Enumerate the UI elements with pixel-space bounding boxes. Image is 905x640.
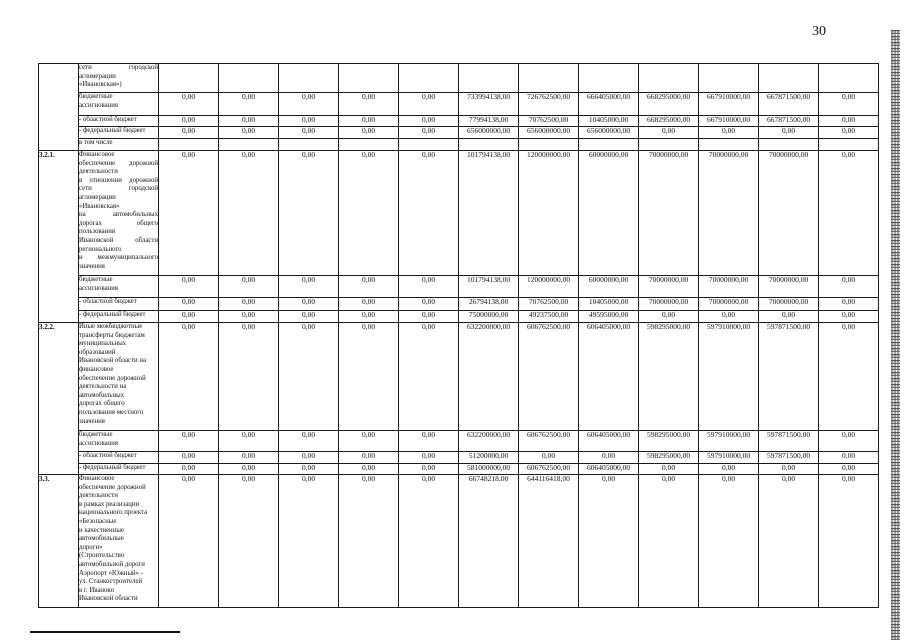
- description-cell: Финансовое обеспечение дорожной деятельности в рамках реализации национального проекта «Безопасные и качественные автомобильные дороги» (Строительство автомобильной дороги Аэропорт «Южный» - ул. Станкостроителей в г. Иваново Ивановской области: [79, 475, 159, 608]
- value-cell: [339, 139, 399, 151]
- value-cell: 49595000,00: [579, 311, 639, 323]
- value-cell: 0,00: [279, 93, 339, 116]
- value-cell: 0,00: [159, 93, 219, 116]
- description-cell: - областной бюджет: [79, 452, 159, 464]
- value-cell: 70000000,00: [759, 298, 819, 311]
- value-cell: 632200000,00: [459, 431, 519, 452]
- value-cell: 0,00: [639, 464, 699, 475]
- value-cell: 0,00: [819, 464, 879, 475]
- value-cell: 0,00: [579, 475, 639, 608]
- value-cell: 0,00: [159, 276, 219, 298]
- value-cell: 0,00: [279, 127, 339, 139]
- description-cell: - областной бюджет: [79, 298, 159, 311]
- value-cell: [459, 64, 519, 93]
- scan-edge-artifact: [891, 30, 900, 640]
- item-number-cell: 3.3.: [39, 475, 79, 608]
- value-cell: 0,00: [279, 323, 339, 431]
- value-cell: 0,00: [399, 431, 459, 452]
- value-cell: [279, 64, 339, 93]
- value-cell: 656000000,00: [519, 127, 579, 139]
- value-cell: 606405000,00: [579, 323, 639, 431]
- value-cell: 0,00: [159, 311, 219, 323]
- value-cell: 75000000,00: [459, 311, 519, 323]
- value-cell: 0,00: [639, 127, 699, 139]
- value-cell: 0,00: [819, 311, 879, 323]
- value-cell: 0,00: [399, 311, 459, 323]
- value-cell: [519, 64, 579, 93]
- value-cell: 0,00: [819, 323, 879, 431]
- value-cell: 70000000,00: [759, 151, 819, 276]
- value-cell: 0,00: [279, 452, 339, 464]
- value-cell: 66748218,00: [459, 475, 519, 608]
- footnote-separator: [30, 631, 180, 633]
- value-cell: 0,00: [159, 464, 219, 475]
- value-cell: 70000000,00: [759, 276, 819, 298]
- page-number: 30: [812, 24, 826, 39]
- value-cell: 0,00: [279, 431, 339, 452]
- value-cell: 733994138,00: [459, 93, 519, 116]
- description-cell: Финансовое обеспечение дорожной деятельности в отношении дорожной сети городской агломерации «Ивановская» на автомобильных дорогах общего пользования Ивановской области регионального и межмуниципального значения: [79, 151, 159, 276]
- table-row: [39, 311, 879, 323]
- value-cell: 0,00: [159, 116, 219, 127]
- table-row: [39, 464, 879, 475]
- value-cell: 0,00: [219, 276, 279, 298]
- table-row: [39, 298, 879, 311]
- value-cell: 0,00: [339, 127, 399, 139]
- value-cell: 597871500,00: [759, 431, 819, 452]
- value-cell: [459, 139, 519, 151]
- value-cell: 0,00: [339, 323, 399, 431]
- table-row: [39, 139, 879, 151]
- value-cell: [699, 64, 759, 93]
- value-cell: 0,00: [219, 311, 279, 323]
- value-cell: 10405000,00: [579, 116, 639, 127]
- value-cell: 70000000,00: [699, 298, 759, 311]
- value-cell: 0,00: [339, 116, 399, 127]
- value-cell: 0,00: [819, 276, 879, 298]
- value-cell: 668295000,00: [639, 116, 699, 127]
- value-cell: 70000000,00: [699, 276, 759, 298]
- value-cell: 0,00: [339, 464, 399, 475]
- value-cell: 0,00: [219, 323, 279, 431]
- value-cell: 0,00: [399, 116, 459, 127]
- value-cell: 666405000,00: [579, 93, 639, 116]
- value-cell: 598295000,00: [639, 431, 699, 452]
- value-cell: [219, 139, 279, 151]
- value-cell: 70000000,00: [699, 151, 759, 276]
- value-cell: 0,00: [819, 431, 879, 452]
- budget-table-body: [39, 64, 879, 608]
- value-cell: 606762500,00: [519, 323, 579, 431]
- value-cell: 0,00: [159, 127, 219, 139]
- value-cell: 0,00: [819, 151, 879, 276]
- value-cell: 667910000,00: [699, 93, 759, 116]
- description-cell: Иные межбюджетные трансферты бюджетам муниципальных образований Ивановской области на финансовое обеспечение дорожной деятельности на автомобильных дорогах общего пользования местного значения: [79, 323, 159, 431]
- value-cell: 0,00: [339, 311, 399, 323]
- table-row: [39, 323, 879, 431]
- value-cell: 60000000,00: [579, 151, 639, 276]
- description-cell: - федеральный бюджет: [79, 127, 159, 139]
- value-cell: [399, 139, 459, 151]
- value-cell: 606405000,00: [579, 464, 639, 475]
- budget-table: [38, 63, 879, 608]
- value-cell: 70762500,00: [519, 116, 579, 127]
- value-cell: 0,00: [759, 475, 819, 608]
- value-cell: 0,00: [399, 298, 459, 311]
- value-cell: 0,00: [399, 475, 459, 608]
- value-cell: 0,00: [759, 127, 819, 139]
- value-cell: 0,00: [339, 431, 399, 452]
- value-cell: 667871500,00: [759, 116, 819, 127]
- value-cell: 0,00: [219, 475, 279, 608]
- item-number-cell: 3.2.2.: [39, 323, 79, 475]
- description-cell: бюджетные ассигнования: [79, 431, 159, 452]
- value-cell: [819, 139, 879, 151]
- value-cell: 0,00: [639, 475, 699, 608]
- value-cell: 0,00: [159, 431, 219, 452]
- item-number-cell: [39, 64, 79, 151]
- value-cell: 0,00: [219, 298, 279, 311]
- table-row: [39, 452, 879, 464]
- value-cell: 0,00: [159, 475, 219, 608]
- value-cell: [639, 139, 699, 151]
- value-cell: 0,00: [219, 464, 279, 475]
- value-cell: 0,00: [279, 276, 339, 298]
- value-cell: 656000000,00: [459, 127, 519, 139]
- value-cell: 0,00: [819, 127, 879, 139]
- value-cell: 0,00: [819, 116, 879, 127]
- value-cell: 0,00: [399, 464, 459, 475]
- value-cell: 581000000,00: [459, 464, 519, 475]
- value-cell: 597910000,00: [699, 431, 759, 452]
- value-cell: 0,00: [699, 464, 759, 475]
- description-cell: в том числе: [79, 139, 159, 151]
- value-cell: 0,00: [399, 151, 459, 276]
- value-cell: 598295000,00: [639, 452, 699, 464]
- value-cell: [399, 64, 459, 93]
- value-cell: 0,00: [279, 116, 339, 127]
- table-row: [39, 127, 879, 139]
- value-cell: 0,00: [699, 127, 759, 139]
- item-number-cell: 3.2.1.: [39, 151, 79, 323]
- value-cell: 726762500,00: [519, 93, 579, 116]
- value-cell: 120000000,00: [519, 276, 579, 298]
- value-cell: 70762500,00: [519, 298, 579, 311]
- table-row: [39, 116, 879, 127]
- value-cell: 0,00: [339, 475, 399, 608]
- value-cell: 0,00: [819, 452, 879, 464]
- value-cell: 101794138,00: [459, 276, 519, 298]
- value-cell: 0,00: [399, 323, 459, 431]
- value-cell: 0,00: [399, 276, 459, 298]
- value-cell: 606405000,00: [579, 431, 639, 452]
- table-row: [39, 276, 879, 298]
- value-cell: 70000000,00: [639, 151, 699, 276]
- value-cell: [579, 64, 639, 93]
- value-cell: 0,00: [219, 93, 279, 116]
- value-cell: 606762500,00: [519, 431, 579, 452]
- description-cell: бюджетные ассигнования: [79, 276, 159, 298]
- value-cell: 0,00: [279, 298, 339, 311]
- description-cell: - федеральный бюджет: [79, 311, 159, 323]
- value-cell: [699, 139, 759, 151]
- value-cell: 668295000,00: [639, 93, 699, 116]
- value-cell: 632200000,00: [459, 323, 519, 431]
- description-cell: сети городской агломерации «Ивановская»): [79, 64, 159, 93]
- table-row: [39, 151, 879, 276]
- value-cell: 49237500,00: [519, 311, 579, 323]
- value-cell: 0,00: [279, 475, 339, 608]
- value-cell: 0,00: [339, 93, 399, 116]
- value-cell: 77994138,00: [459, 116, 519, 127]
- value-cell: 0,00: [279, 311, 339, 323]
- value-cell: [759, 139, 819, 151]
- value-cell: 0,00: [759, 464, 819, 475]
- value-cell: 0,00: [219, 151, 279, 276]
- description-cell: - федеральный бюджет: [79, 464, 159, 475]
- table-row: [39, 431, 879, 452]
- value-cell: 606762500,00: [519, 464, 579, 475]
- value-cell: 0,00: [399, 452, 459, 464]
- value-cell: 120000000,00: [519, 151, 579, 276]
- value-cell: 0,00: [159, 452, 219, 464]
- value-cell: 0,00: [579, 452, 639, 464]
- value-cell: 656000000,00: [579, 127, 639, 139]
- value-cell: 667910000,00: [699, 116, 759, 127]
- value-cell: 0,00: [219, 452, 279, 464]
- value-cell: 101794138,00: [459, 151, 519, 276]
- value-cell: 51200000,00: [459, 452, 519, 464]
- value-cell: 0,00: [219, 127, 279, 139]
- table-row: [39, 93, 879, 116]
- value-cell: 0,00: [399, 127, 459, 139]
- value-cell: 0,00: [159, 323, 219, 431]
- value-cell: [339, 64, 399, 93]
- value-cell: 597871500,00: [759, 323, 819, 431]
- value-cell: 0,00: [819, 298, 879, 311]
- value-cell: 0,00: [219, 431, 279, 452]
- value-cell: 0,00: [699, 311, 759, 323]
- value-cell: 0,00: [819, 475, 879, 608]
- value-cell: 0,00: [519, 452, 579, 464]
- value-cell: 26794138,00: [459, 298, 519, 311]
- description-cell: - областной бюджет: [79, 116, 159, 127]
- value-cell: 0,00: [819, 93, 879, 116]
- value-cell: 597871500,00: [759, 452, 819, 464]
- value-cell: 0,00: [759, 311, 819, 323]
- value-cell: 70000000,00: [639, 276, 699, 298]
- value-cell: 597910000,00: [699, 452, 759, 464]
- value-cell: 0,00: [699, 475, 759, 608]
- value-cell: [159, 64, 219, 93]
- value-cell: 597910000,00: [699, 323, 759, 431]
- value-cell: 0,00: [339, 452, 399, 464]
- value-cell: 0,00: [279, 464, 339, 475]
- value-cell: 60000000,00: [579, 276, 639, 298]
- value-cell: 0,00: [159, 298, 219, 311]
- value-cell: 667871500,00: [759, 93, 819, 116]
- value-cell: 0,00: [339, 298, 399, 311]
- value-cell: 644116418,00: [519, 475, 579, 608]
- value-cell: [219, 64, 279, 93]
- description-cell: бюджетные ассигнования: [79, 93, 159, 116]
- value-cell: 598295000,00: [639, 323, 699, 431]
- value-cell: 0,00: [279, 151, 339, 276]
- value-cell: [519, 139, 579, 151]
- value-cell: 0,00: [339, 276, 399, 298]
- value-cell: 70000000,00: [639, 298, 699, 311]
- value-cell: 10405000,00: [579, 298, 639, 311]
- value-cell: [279, 139, 339, 151]
- value-cell: 0,00: [639, 311, 699, 323]
- value-cell: [759, 64, 819, 93]
- value-cell: 0,00: [339, 151, 399, 276]
- value-cell: [159, 139, 219, 151]
- value-cell: [639, 64, 699, 93]
- table-row: [39, 475, 879, 608]
- value-cell: 0,00: [399, 93, 459, 116]
- value-cell: 0,00: [159, 151, 219, 276]
- value-cell: 0,00: [219, 116, 279, 127]
- table-row: [39, 64, 879, 93]
- value-cell: [819, 64, 879, 93]
- value-cell: [579, 139, 639, 151]
